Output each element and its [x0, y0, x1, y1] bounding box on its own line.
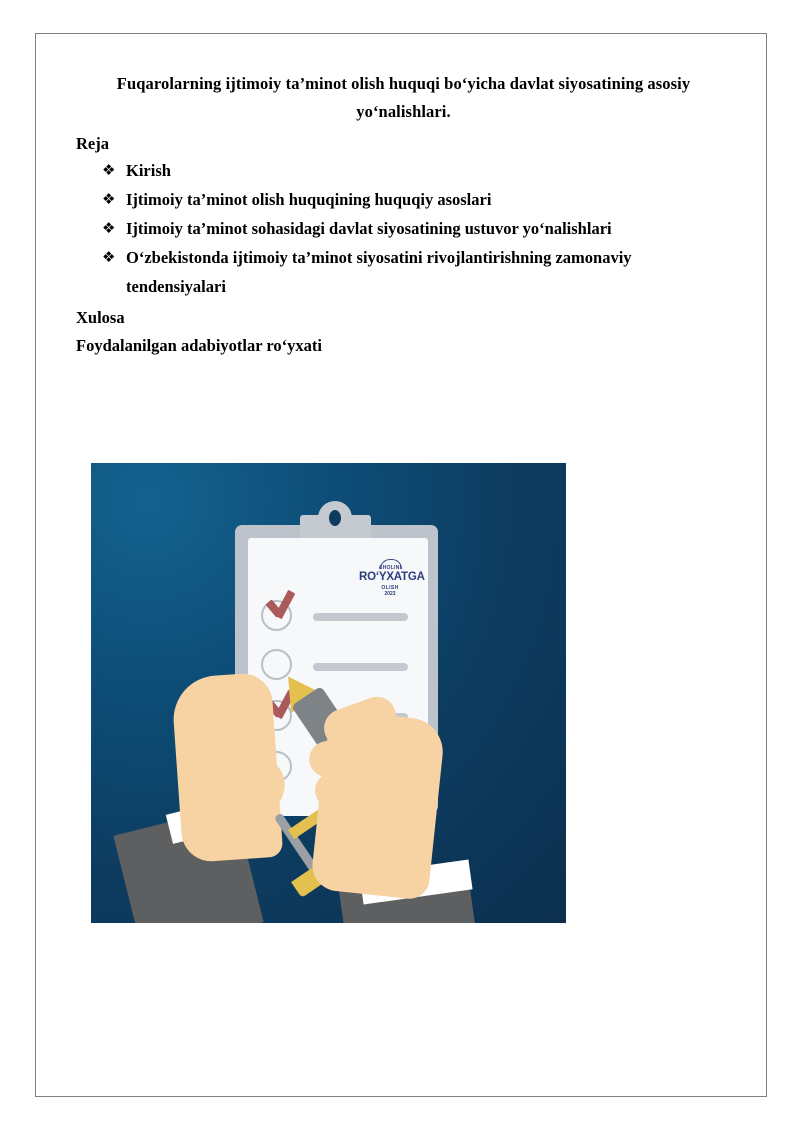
logo-sub-text: OLISH	[381, 584, 399, 591]
list-item-label: O‘zbekistonda ijtimoiy ta’minot siyosatini rivojlantirishning zamonaviy tendensiyalari	[126, 248, 632, 296]
checklist-row-line-2	[313, 663, 408, 671]
clipboard-checklist-illustration	[91, 463, 566, 923]
document-page	[35, 33, 767, 1097]
references-label: Foydalanilgan adabiyotlar ro‘yxati	[76, 336, 323, 356]
page-title: Fuqarolarning ijtimoiy ta’minot olish huquqi bo‘yicha davlat siyosatining asosiy yo‘nalishlari.	[116, 74, 691, 122]
diamond-bullet-icon: ❖	[102, 190, 116, 209]
logo-main-text: RO‘YXATGA	[359, 571, 425, 583]
logo-arc-icon	[380, 559, 402, 569]
checkbox-circle-2	[261, 649, 292, 680]
census-logo	[359, 558, 425, 597]
logo-year-text: 2023	[384, 590, 396, 597]
plan-heading: Reja	[76, 133, 109, 153]
check-mark-icon-1	[267, 593, 293, 619]
list-item	[76, 244, 731, 302]
conclusion-label: Xulosa	[76, 307, 125, 327]
diamond-bullet-icon: ❖	[102, 248, 116, 267]
list-item	[76, 157, 731, 186]
logo-top-text: AHOLINI	[378, 565, 402, 571]
document-content	[76, 70, 731, 361]
figure-container	[91, 463, 566, 923]
right-hand-finger-3	[314, 768, 392, 809]
diamond-bullet-icon: ❖	[102, 219, 116, 238]
list-item	[76, 186, 731, 215]
clipboard-clip-hole-icon	[329, 510, 341, 526]
list-item-label: Kirish	[126, 161, 171, 181]
checklist-row-line-1	[313, 613, 408, 621]
list-item-label: Ijtimoiy ta’minot olish huquqining huquqiy asoslari	[126, 190, 492, 210]
diamond-bullet-icon: ❖	[102, 161, 116, 180]
plan-list	[76, 157, 731, 301]
list-item-label: Ijtimoiy ta’minot sohasidagi davlat siyosatining ustuvor yo‘nalishlari	[126, 219, 612, 239]
list-item	[76, 215, 731, 244]
tail-section	[76, 304, 731, 361]
